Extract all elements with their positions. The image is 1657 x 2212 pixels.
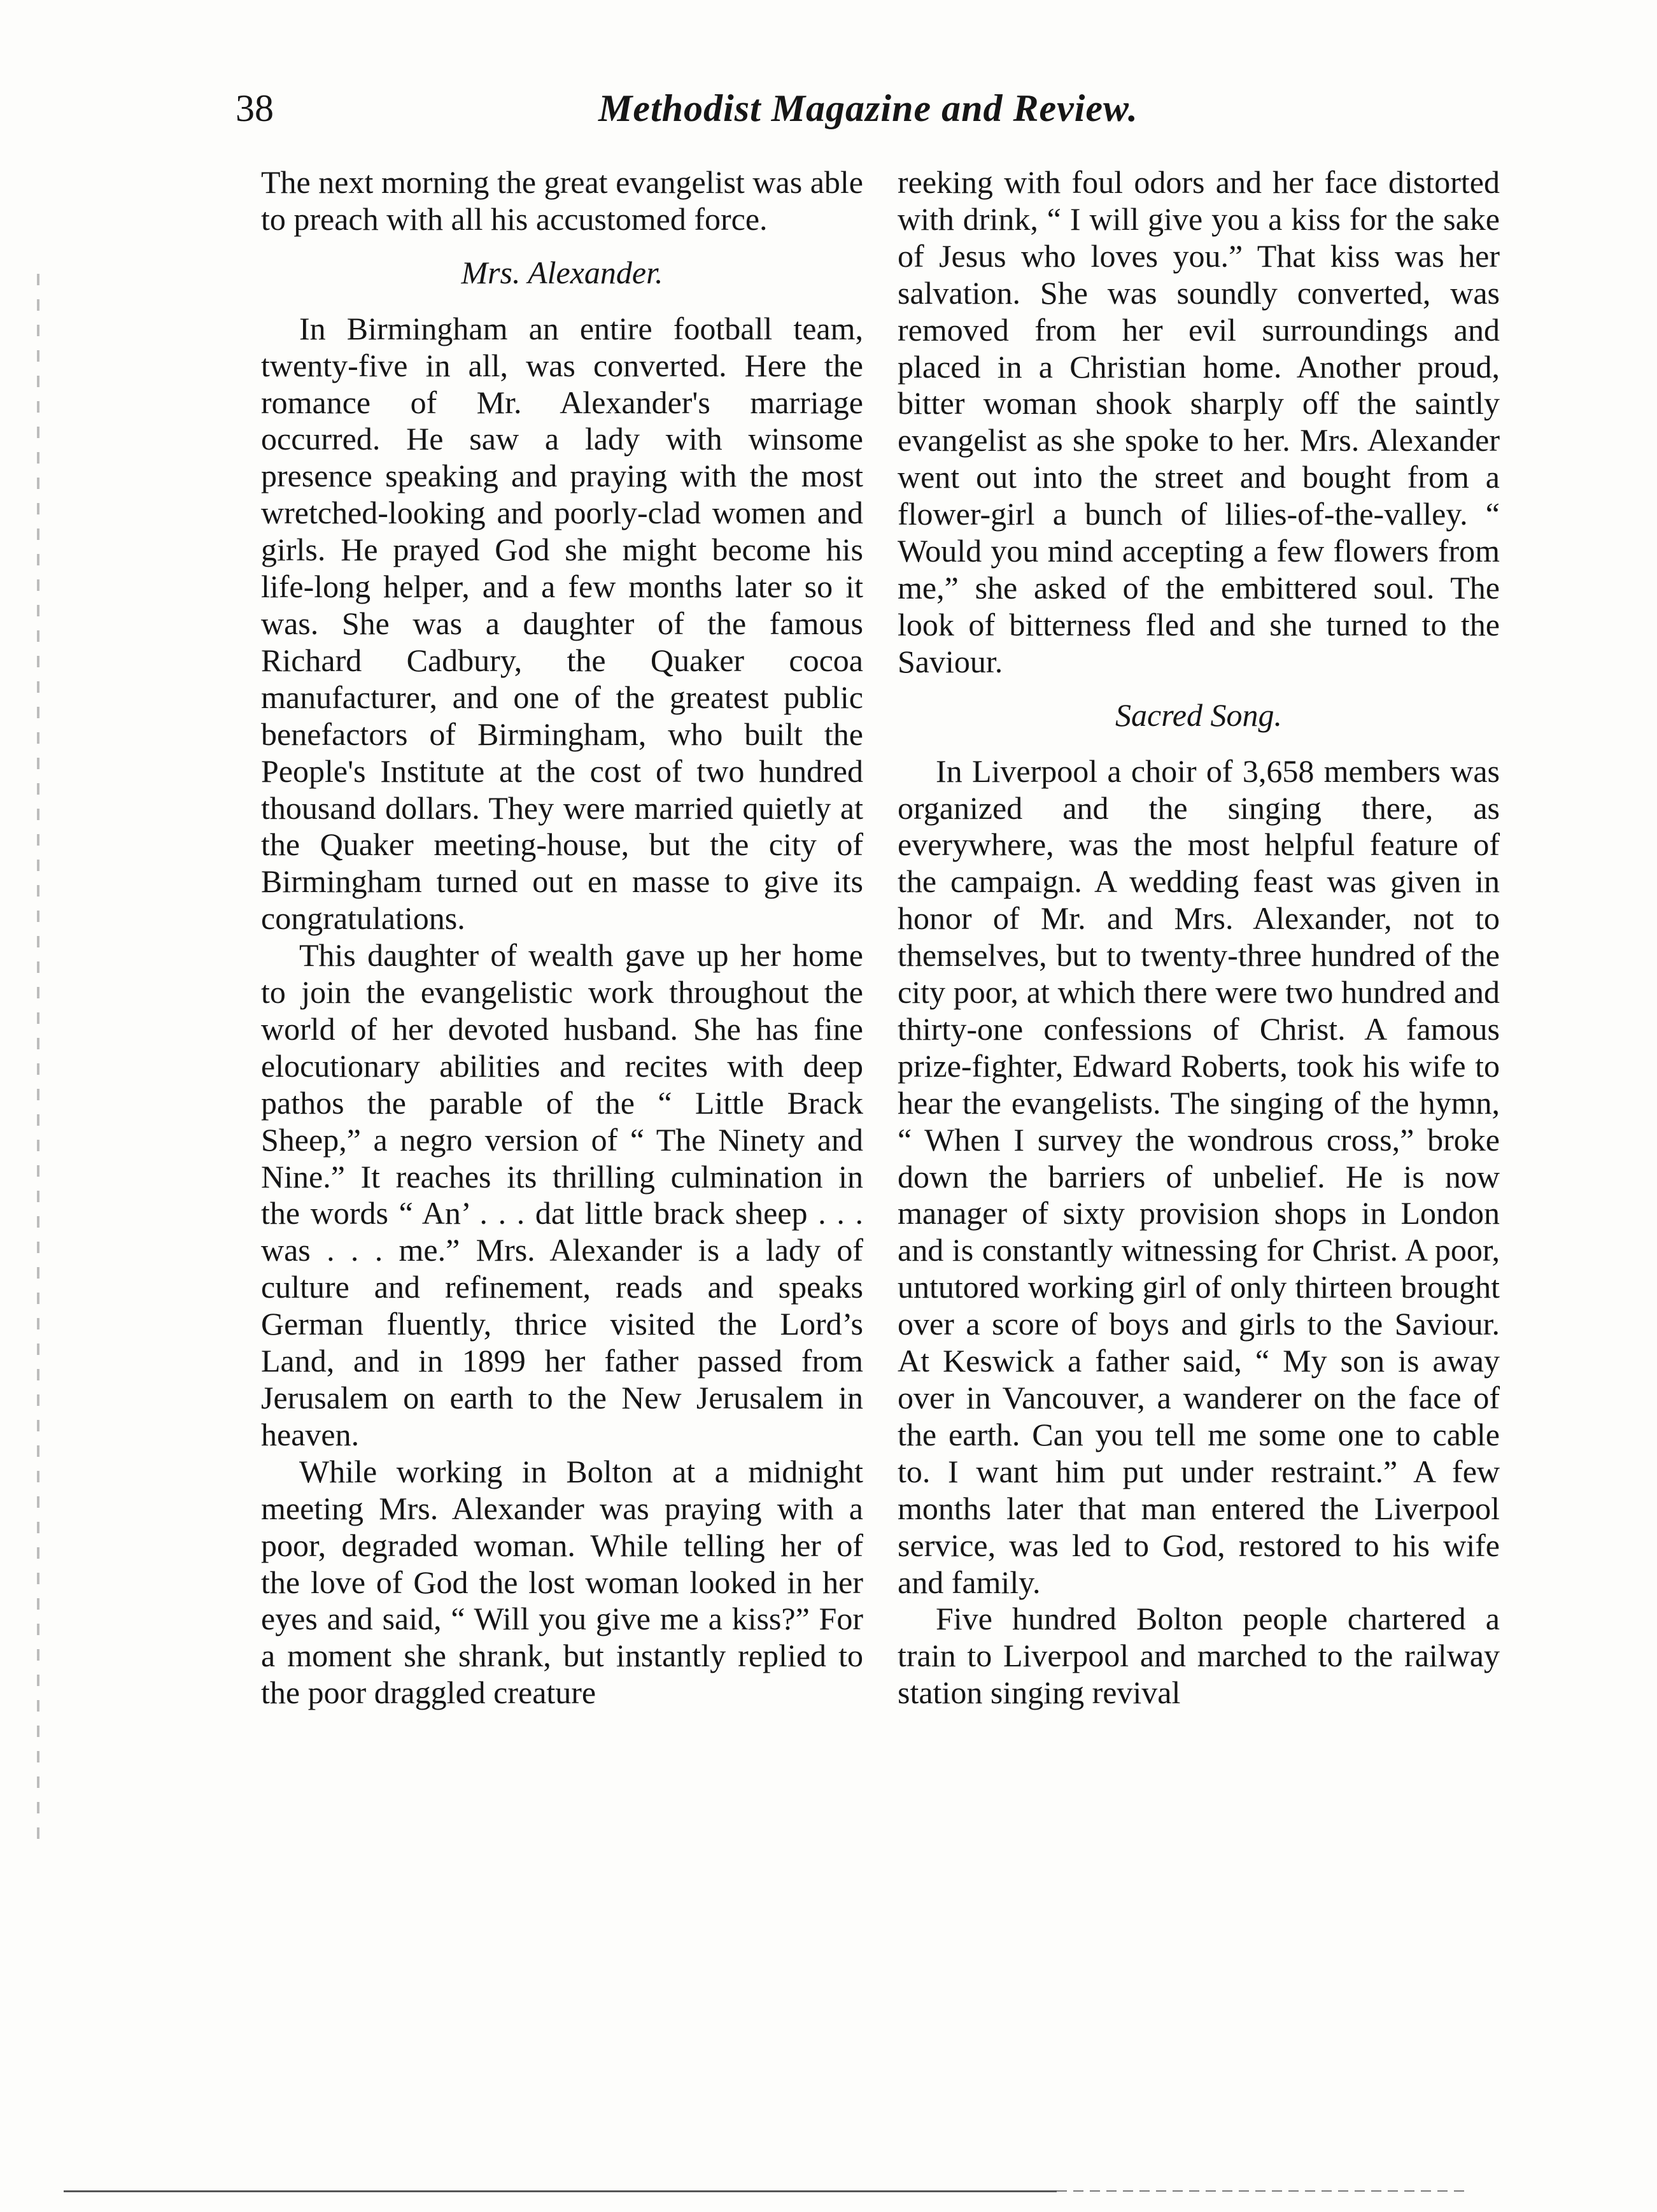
left-column <box>261 164 863 1712</box>
bottom-rule <box>64 2190 1057 2192</box>
paragraph: This daughter of wealth gave up her home to join the evangelistic work throughout the world of her devoted husband. She has fine elocutionary abilities and recites with deep pathos the parable of the “ Little Brack Sheep,” a negro version of “ The Ninety and Nine.” It reaches its thrilling culmination in the words “ An’ . . . dat little brack sheep . . . was . . . me.” Mrs. Alexander is a lady of culture and refinement, reads and speaks German fluently, thrice visited the Lord’s Land, and in 1899 her father passed from Jerusalem on earth to the New Jerusalem in heaven. <box>261 937 863 1452</box>
right-column <box>898 164 1500 1712</box>
section-heading-sacred-song: Sacred Song. <box>1115 697 1282 733</box>
continued-paragraph: reeking with foul odors and her face distorted with drink, “ I will give you a kiss for the sake of Jesus who loves you.” That kiss was her salvation. She was soundly converted, was removed from her evil surroundings and placed in a Christian home. Another proud, bitter woman shook sharply off the saintly evangelist as she spoke to her. Mrs. Alexander went out into the street and bought from a flower-girl a bunch of lilies-of-the-valley. “ Would you mind accepting a few flowers from me,” she asked of the embittered soul. The look of bitterness fled and she turned to the Saviour. <box>898 164 1500 679</box>
paragraph: In Birmingham an entire football team, twenty-five in all, was converted. Here the romance of Mr. Alexander's marriage occurred. He saw a lady with winsome presence speaking and praying with the most wretched-looking and poorly-clad women and girls. He prayed God she might become his life-long helper, and a few months later so it was. She was a daughter of the famous Richard Cadbury, the Quaker cocoa manufacturer, and one of the greatest public benefactors of Birmingham, who built the People's Institute at the cost of two hundred thousand dollars. They were married quietly at the Quaker meeting-house, but the city of Birmingham turned out en masse to give its congratulations. <box>261 310 863 937</box>
paragraph: In Liverpool a choir of 3,658 members was organized and the singing there, as everywhere, was the most helpful feature of the campaign. A wedding feast was given in honor of Mr. and Mrs. Alexander, not to themselves, but to twenty-three hundred of the city poor, at which there were two hundred and thirty-one confessions of Christ. A famous prize-fighter, Edward Roberts, took his wife to hear the evangelists. The singing of the hymn, “ When I survey the wondrous cross,” broke down the barriers of unbelief. He is now manager of sixty provision shops in London and is constantly witnessing for Christ. A poor, untutored working girl of only thirteen brought over a score of boys and girls to the Saviour. At Keswick a father said, “ My son is away over in Vancouver, a wanderer on the face of the earth. Can you tell me some one to cable to. I want him put under restraint.” A few months later that man entered the Liverpool service, was led to God, restored to his wife and family. <box>898 753 1500 1600</box>
paragraph: While working in Bolton at a midnight meeting Mrs. Alexander was praying with a poor, degraded woman. While telling her of the love of God the lost woman looked in her eyes and said, “ Will you give me a kiss?” For a moment she shrank, but instantly replied to the poor draggled creature <box>261 1453 863 1711</box>
bottom-rule-dashed <box>1057 2190 1464 2192</box>
section-heading-mrs-alexander: Mrs. Alexander. <box>461 254 663 290</box>
intro-paragraph: The next morning the great evangelist was able to preach with all his accustomed force. <box>261 164 863 237</box>
running-title: Methodist Magazine and Review. <box>598 87 1138 129</box>
paragraph: Five hundred Bolton people chartered a train to Liverpool and marched to the railway station singing revival <box>898 1601 1500 1711</box>
margin-binding-marks <box>37 274 39 1853</box>
page-number: 38 <box>236 87 274 129</box>
